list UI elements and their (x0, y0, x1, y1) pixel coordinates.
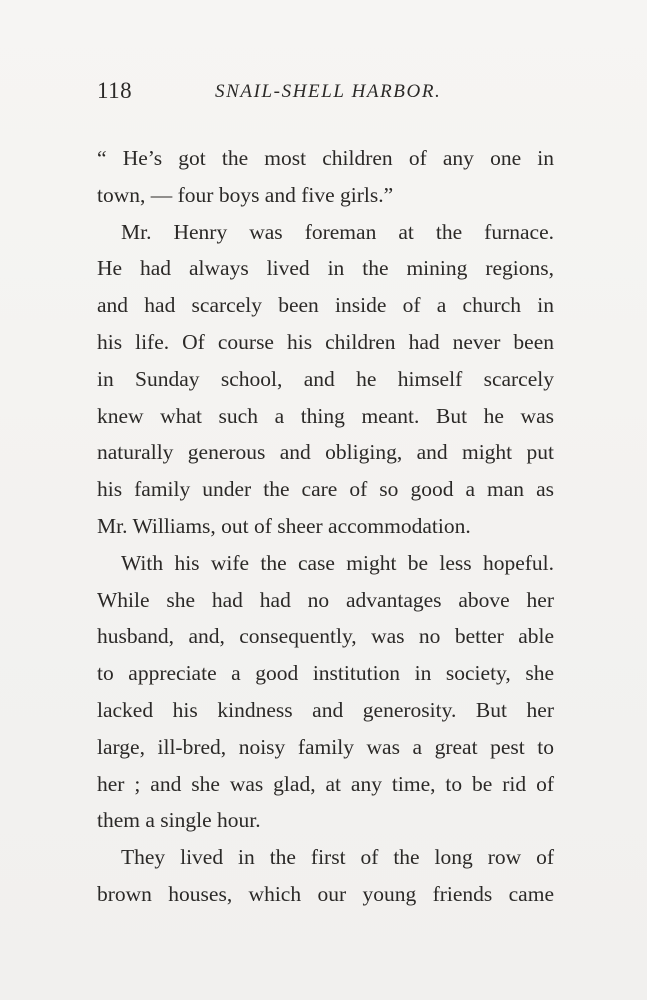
text-line: husband, and, consequently, was no better able (97, 624, 554, 649)
page-number: 118 (97, 78, 133, 103)
text-line: Mr. Henry was foreman at the furnace. (121, 219, 554, 244)
running-title: SNAIL-SHELL HARBOR. (215, 81, 442, 102)
text-line: “ He’s got the most children of any one in (97, 146, 554, 170)
text-line: in Sunday school, and he himself scarcely (97, 366, 554, 391)
text-line: They lived in the first of the long row of (121, 845, 554, 870)
running-head (97, 78, 559, 108)
text-line: While she had had no advantages above her (97, 587, 554, 612)
text-line: Mr. Williams, out of sheer accommodation. (97, 513, 471, 538)
text-line: With his wife the case might be less hopeful. (121, 550, 554, 575)
text-line: knew what such a thing meant. But he was (97, 403, 554, 428)
text-line: and had scarcely been inside of a church in (97, 293, 554, 318)
body-text (97, 140, 554, 913)
text-line: his family under the care of so good a man as (97, 477, 554, 502)
text-line: her ; and she was glad, at any time, to be rid of (97, 771, 554, 796)
text-line: naturally generous and obliging, and might put (97, 440, 554, 465)
text-line: to appreciate a good institution in society, she (97, 661, 554, 686)
text-line: lacked his kindness and generosity. But her (97, 697, 554, 722)
text-line: brown houses, which our young friends came (97, 881, 554, 906)
text-line: them a single hour. (97, 808, 261, 833)
text-line: his life. Of course his children had never been (97, 329, 554, 354)
text-line: He had always lived in the mining regions, (97, 256, 554, 281)
text-line: town, — four boys and five girls.” (97, 182, 394, 207)
text-line: large, ill-bred, noisy family was a great pest to (97, 734, 554, 759)
